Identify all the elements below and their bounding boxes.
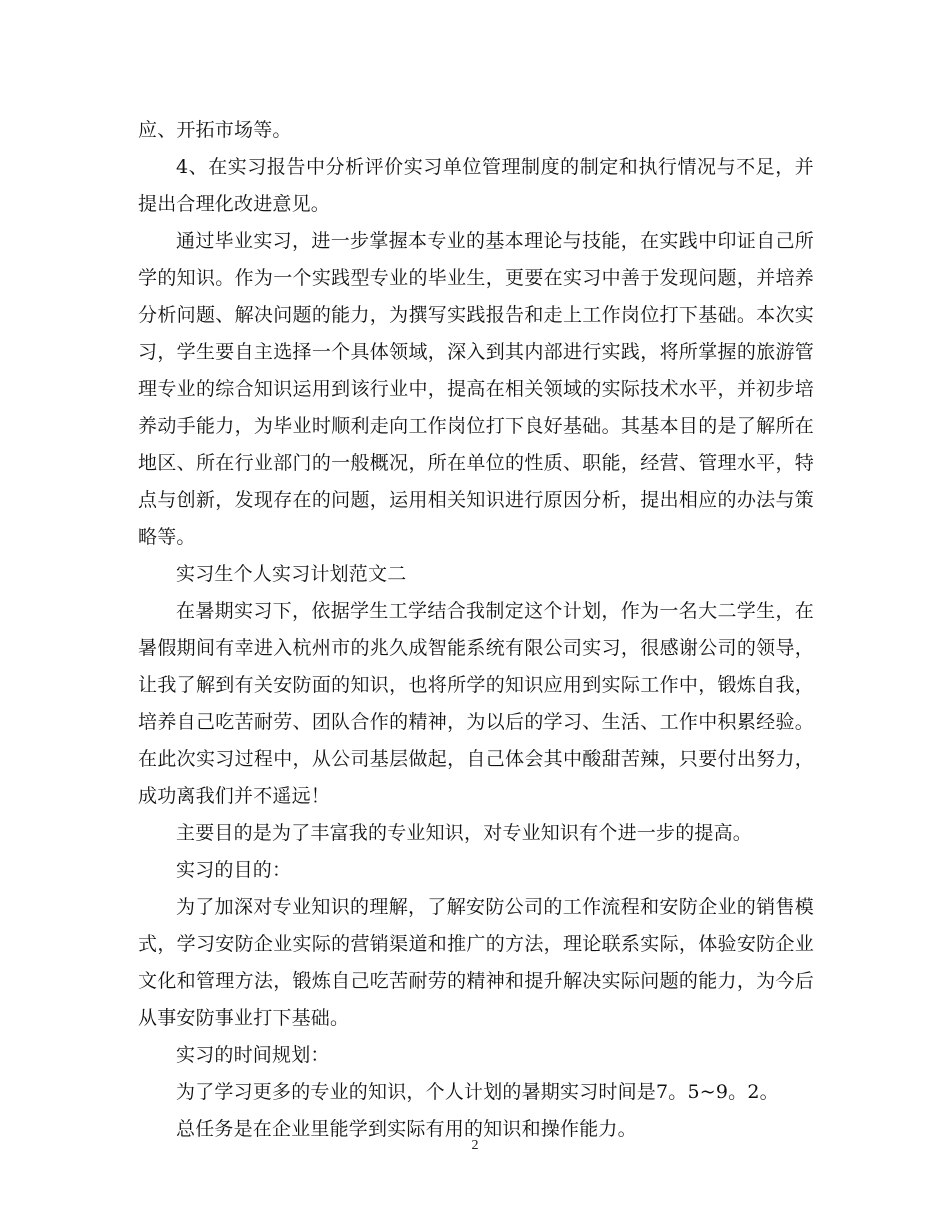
paragraph-11: 总任务是在企业里能学到实际有用的知识和操作能力。: [176, 1118, 637, 1140]
paragraph-6: 主要目的是为了丰富我的专业知识，对专业知识有个进一步的提高。: [176, 822, 753, 844]
paragraph-8: 为了加深对专业知识的理解，了解安防公司的工作流程和安防企业的销售模式，学习安防企业实际的营销渠道和推广的方法，理论联系实际，体验安防企业文化和管理方法，锻炼自己吃苦耐劳的精神和提升解决实际问题的能力，为今后从事安防事业打下基础。: [138, 896, 814, 1029]
paragraph-3: 通过毕业实习，进一步掌握本专业的基本理论与技能，在实践中印证自己所学的知识。作为一个实践型专业的毕业生，更要在实习中善于发现问题，并培养分析问题、解决问题的能力，为撰写实践报告和走上工作岗位打下基础。本次实习，学生要自主选择一个具体领域，深入到其内部进行实践，将所掌握的旅游管理专业的综合知识运用到该行业中，提高在相关领域的实际技术水平，并初步培养动手能力，为毕业时顺利走向工作岗位打下良好基础。其基本目的是了解所在地区、所在行业部门的一般概况，所在单位的性质、职能，经营、管理水平，特点与创新，发现存在的问题，运用相关知识进行原因分析，提出相应的办法与策略等。: [138, 230, 814, 548]
section-heading-plan-two: 实习生个人实习计划范文二: [176, 563, 407, 585]
document-body: [138, 112, 814, 1148]
paragraph-1: 应、开拓市场等。: [138, 119, 292, 141]
paragraph-5: 在暑期实习下，依据学生工学结合我制定这个计划，作为一名大二学生，在暑假期间有幸进入杭州市的兆久成智能系统有限公司实习，很感谢公司的领导，让我了解到有关安防面的知识，也将所学的知识应用到实际工作中，锻炼自我，培养自己吃苦耐劳、团队合作的精神，为以后的学习、生活、工作中积累经验。在此次实习过程中，从公司基层做起，自己体会其中酸甜苦辣，只要付出努力，成功离我们并不遥远！: [138, 600, 814, 807]
paragraph-10: 为了学习更多的专业的知识，个人计划的暑期实习时间是7。5~9。2。: [176, 1081, 779, 1103]
subheading-purpose: 实习的目的：: [176, 859, 292, 881]
page-number: 2: [471, 1138, 479, 1153]
subheading-schedule: 实习的时间规划：: [176, 1044, 330, 1066]
paragraph-2: 4、在实习报告中分析评价实习单位管理制度的制定和执行情况与不足，并提出合理化改进意见。: [138, 156, 814, 215]
